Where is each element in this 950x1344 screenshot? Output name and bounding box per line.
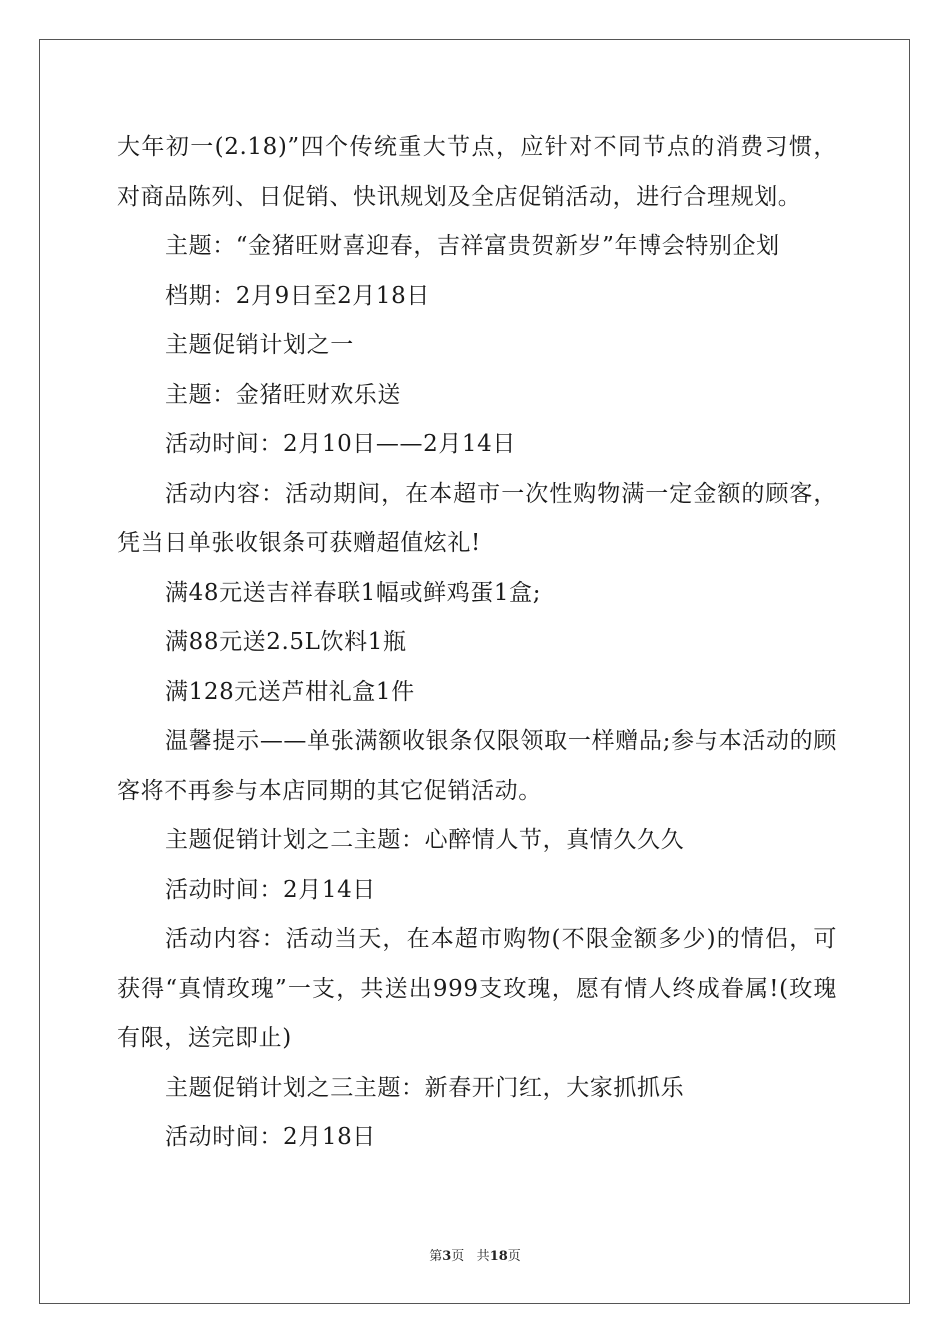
paragraph: 大年初一(2.18)”四个传统重大节点，应针对不同节点的消费习惯，对商品陈列、日促销、快讯规划及全店促销活动，进行合理规划。 — [117, 134, 837, 210]
paragraph: 活动时间：2月14日 — [165, 876, 376, 903]
paragraph: 主题促销计划之一 — [165, 332, 354, 358]
total-suffix: 页 — [507, 1249, 521, 1264]
total-prefix: 共 — [476, 1249, 490, 1264]
paragraph: 主题：“金猪旺财喜迎春，吉祥富贵贺新岁”年博会特别企划 — [165, 233, 780, 259]
paragraph: 活动内容：活动当天，在本超市购物(不限金额多少)的情侣，可获得“真情玫瑰”一支，共送出999支玫瑰，愿有情人终成眷属!(玫瑰有限，送完即止) — [117, 926, 837, 1051]
paragraph: 温馨提示——单张满额收银条仅限领取一样赠品;参与本活动的顾客将不再参与本店同期的其它促销活动。 — [117, 728, 837, 804]
page-suffix: 页 — [451, 1249, 465, 1264]
page-number: 3 — [442, 1249, 452, 1264]
total-pages: 18 — [489, 1249, 508, 1264]
paragraph: 满88元送2.5L饮料1瓶 — [165, 629, 407, 655]
paragraph: 主题：金猪旺财欢乐送 — [165, 381, 401, 408]
document-body — [117, 123, 837, 1163]
page-footer — [0, 1247, 950, 1267]
paragraph: 满48元送吉祥春联1幅或鲜鸡蛋1盒; — [165, 579, 542, 606]
page-prefix: 第 — [429, 1249, 443, 1264]
paragraph: 档期：2月9日至2月18日 — [165, 282, 430, 309]
paragraph: 活动时间：2月18日 — [165, 1124, 376, 1150]
paragraph: 满128元送芦柑礼盒1件 — [165, 678, 415, 705]
paragraph: 主题促销计划之二主题：心醉情人节，真情久久久 — [165, 827, 685, 853]
paragraph: 活动时间：2月10日——2月14日 — [165, 431, 516, 457]
paragraph: 主题促销计划之三主题：新春开门红，大家抓抓乐 — [165, 1074, 685, 1101]
paragraph: 活动内容：活动期间，在本超市一次性购物满一定金额的顾客，凭当日单张收银条可获赠超值炫礼! — [117, 480, 837, 556]
